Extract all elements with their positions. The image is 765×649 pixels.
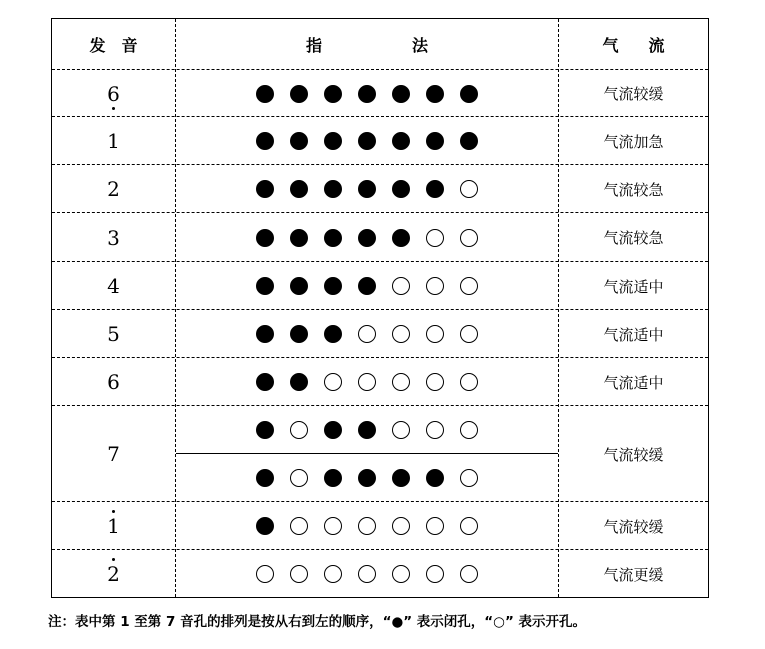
- note-cell: [52, 358, 175, 406]
- note-cell: [52, 550, 175, 598]
- closed-hole-icon: [256, 517, 274, 535]
- fingering-cell: [176, 117, 558, 165]
- closed-hole-icon: [290, 325, 308, 343]
- open-hole-icon: [392, 373, 410, 391]
- open-hole-icon: [460, 469, 478, 487]
- note-number: 1: [107, 129, 120, 153]
- note-number: 7: [107, 442, 120, 466]
- open-hole-icon: [392, 517, 410, 535]
- open-hole-icon: [460, 373, 478, 391]
- closed-hole-icon: [324, 469, 342, 487]
- airflow-cell: 气流适中: [603, 325, 664, 344]
- closed-hole-icon: [256, 325, 274, 343]
- airflow-cell: 气流较缓: [603, 85, 664, 103]
- closed-hole-icon: [426, 132, 444, 150]
- closed-hole-icon: [426, 180, 444, 198]
- open-hole-icon: [460, 421, 478, 439]
- fingering-cell: [176, 406, 558, 454]
- note-label: [107, 276, 120, 296]
- closed-hole-icon: [392, 469, 410, 487]
- note-cell: [52, 406, 175, 502]
- open-hole-icon: [290, 517, 308, 535]
- note-cell: [52, 165, 175, 213]
- closed-hole-icon: [392, 180, 410, 198]
- high-octave-dot-icon: [112, 558, 115, 561]
- high-octave-dot-icon: [112, 510, 115, 513]
- open-hole-icon: [392, 421, 410, 439]
- open-hole-icon: [426, 373, 444, 391]
- open-hole-icon: [290, 421, 308, 439]
- closed-hole-icon: [256, 85, 274, 103]
- open-hole-icon: [324, 517, 342, 535]
- note-label: [107, 444, 120, 464]
- closed-hole-icon: [324, 229, 342, 247]
- note-cell: [52, 213, 175, 262]
- low-octave-dot-icon: [112, 107, 115, 110]
- fingering-cell: [176, 358, 558, 406]
- closed-hole-icon: [256, 229, 274, 247]
- fingering-cell: [176, 165, 558, 213]
- note-cell: [52, 262, 175, 310]
- footnote: 注：表中第 1 至第 7 音孔的排列是按从右到左的顺序，“●” 表示闭孔，“○” 表示开孔。: [48, 614, 587, 630]
- open-hole-icon: [460, 517, 478, 535]
- note-label: [107, 516, 120, 536]
- closed-hole-icon: [256, 373, 274, 391]
- open-hole-icon: [426, 517, 444, 535]
- open-hole-icon: [290, 565, 308, 583]
- open-hole-icon: [358, 325, 376, 343]
- open-hole-icon: [358, 565, 376, 583]
- closed-hole-icon: [256, 132, 274, 150]
- open-hole-icon: [460, 565, 478, 583]
- fingering-table: [51, 18, 709, 598]
- airflow-cell: 气流较急: [603, 229, 664, 247]
- fingering-sub-divider: [176, 453, 558, 454]
- note-label: [107, 372, 120, 392]
- note-number: 6: [107, 81, 120, 106]
- closed-hole-icon: [426, 85, 444, 103]
- open-hole-icon: [324, 565, 342, 583]
- open-hole-icon: [460, 325, 478, 343]
- closed-hole-icon: [256, 469, 274, 487]
- note-label: [107, 564, 120, 584]
- note-cell: [52, 502, 175, 550]
- fingering-cell: [176, 70, 558, 117]
- closed-hole-icon: [358, 132, 376, 150]
- open-hole-icon: [426, 277, 444, 295]
- airflow-cell: 气流较缓: [603, 517, 664, 536]
- closed-hole-icon: [460, 85, 478, 103]
- open-hole-icon: [426, 421, 444, 439]
- note-number: 5: [107, 322, 120, 346]
- header-note: 发 音: [89, 36, 138, 55]
- note-number: 6: [107, 370, 120, 394]
- open-hole-icon: [392, 325, 410, 343]
- closed-hole-icon: [358, 469, 376, 487]
- note-cell: [52, 70, 175, 117]
- closed-hole-icon: [324, 277, 342, 295]
- fingering-cell: [176, 550, 558, 598]
- closed-hole-icon: [324, 325, 342, 343]
- open-hole-icon: [460, 180, 478, 198]
- note-label: [107, 179, 120, 199]
- fingering-cell: [176, 213, 558, 262]
- fingering-cell: [176, 454, 558, 502]
- airflow-cell: 气流更缓: [603, 565, 664, 584]
- closed-hole-icon: [324, 180, 342, 198]
- closed-hole-icon: [324, 85, 342, 103]
- closed-hole-icon: [290, 229, 308, 247]
- fingering-cell: [176, 262, 558, 310]
- open-hole-icon: [358, 373, 376, 391]
- airflow-cell: 气流适中: [603, 277, 664, 296]
- open-hole-icon: [256, 565, 274, 583]
- fingering-cell: [176, 310, 558, 358]
- open-hole-icon: [392, 565, 410, 583]
- airflow-cell: 气流适中: [603, 373, 664, 392]
- header-airflow: 气 流: [602, 36, 665, 55]
- closed-hole-icon: [358, 180, 376, 198]
- note-number: 4: [107, 274, 120, 298]
- closed-hole-icon: [256, 277, 274, 295]
- closed-hole-icon: [392, 132, 410, 150]
- note-number: 1: [107, 514, 120, 538]
- open-hole-icon: [426, 565, 444, 583]
- closed-hole-icon: [358, 421, 376, 439]
- closed-hole-icon: [256, 421, 274, 439]
- open-hole-icon: [324, 373, 342, 391]
- open-hole-icon: [358, 517, 376, 535]
- airflow-cell: 气流加急: [603, 132, 664, 151]
- closed-hole-icon: [324, 421, 342, 439]
- closed-hole-icon: [290, 277, 308, 295]
- closed-hole-icon: [358, 85, 376, 103]
- closed-hole-icon: [460, 132, 478, 150]
- open-hole-icon: [460, 229, 478, 247]
- closed-hole-icon: [426, 469, 444, 487]
- closed-hole-icon: [290, 180, 308, 198]
- open-hole-icon: [426, 325, 444, 343]
- closed-hole-icon: [256, 180, 274, 198]
- note-label: [107, 324, 120, 344]
- note-cell: [52, 117, 175, 165]
- note-number: 3: [107, 225, 120, 250]
- closed-hole-icon: [392, 85, 410, 103]
- header-fingering: 指 法: [305, 36, 429, 55]
- airflow-cell: 气流较缓: [603, 445, 664, 464]
- closed-hole-icon: [290, 85, 308, 103]
- open-hole-icon: [392, 277, 410, 295]
- closed-hole-icon: [358, 229, 376, 247]
- note-number: 2: [107, 562, 120, 586]
- closed-hole-icon: [392, 229, 410, 247]
- open-hole-icon: [426, 229, 444, 247]
- note-label: [107, 81, 120, 106]
- note-number: 2: [107, 177, 120, 201]
- closed-hole-icon: [358, 277, 376, 295]
- airflow-cell: 气流较急: [603, 180, 664, 199]
- note-label: [107, 131, 120, 151]
- closed-hole-icon: [290, 373, 308, 391]
- note-cell: [52, 310, 175, 358]
- open-hole-icon: [290, 469, 308, 487]
- note-label: [107, 225, 120, 250]
- closed-hole-icon: [324, 132, 342, 150]
- closed-hole-icon: [290, 132, 308, 150]
- fingering-cell: [176, 502, 558, 550]
- open-hole-icon: [460, 277, 478, 295]
